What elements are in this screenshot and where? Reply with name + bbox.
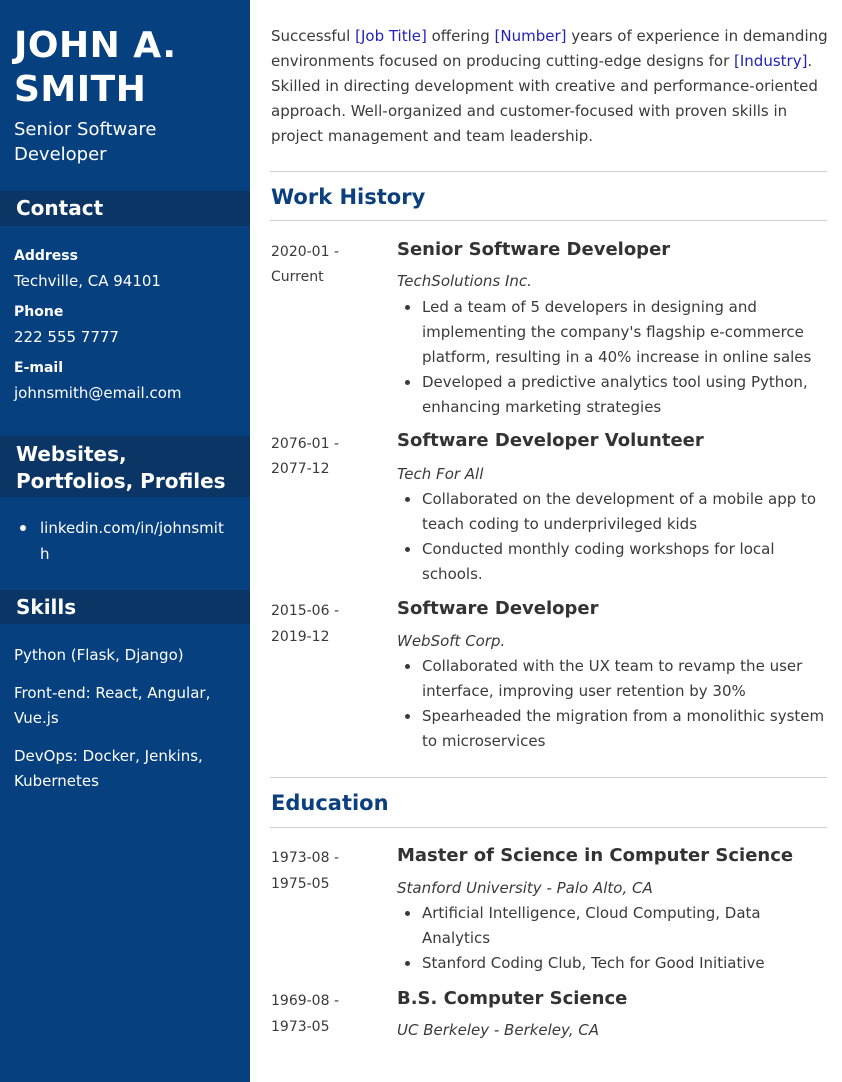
divider [270,827,827,828]
job-title-placeholder: [Job Title] [355,27,427,45]
list-item: Led a team of 5 developers in designing and implementing the company's flagship e-commerce platform, resulting in a 40% increase in online sales [397,295,827,370]
sidebar [0,0,250,1082]
skill-item: DevOps: Docker, Jenkins, Kubernetes [14,747,203,790]
industry-placeholder: [Industry] [734,52,808,70]
skill-item: Python (Flask, Django) [14,646,184,664]
list-item: Collaborated with the UX team to revamp the user interface, improving user retention by 30% [397,654,827,704]
edu-end-date: 1975-05 [271,876,330,892]
list-item: Conducted monthly coding workshops for local schools. [397,537,827,587]
job-start-date: 2076-01 - [271,436,339,452]
education-heading: Education [271,791,389,815]
divider [270,777,827,778]
list-item: Collaborated on the development of a mobile app to teach coding to underprivileged kids [397,487,827,537]
job-company: TechSolutions Inc. [397,272,532,290]
job-title: Software Developer [397,598,599,619]
job-bullets [397,487,827,587]
list-item: Stanford Coding Club, Tech for Good Initiative [397,951,827,976]
professional-summary: Successful [Job Title] offering [Number] years of experience in demanding environments focused on producing cutting-edge designs for [Industry]. Skilled in directing development with creative and performance-oriented approach. Well-organized and customer-focused with proven skills in project management and team leadership. [271,27,828,145]
edu-start-date: 1969-08 - [271,993,339,1009]
school-name: UC Berkeley - Berkeley, CA [397,1021,600,1039]
job-end-date: 2077-12 [271,461,330,477]
website-link[interactable]: linkedin.com/in/johnsmith [40,519,224,563]
phone-value: 222 555 7777 [14,328,119,346]
bullet-icon [20,525,26,531]
contact-heading: Contact [0,191,250,226]
address-label: Address [14,248,78,264]
degree-title: B.S. Computer Science [397,988,628,1009]
job-title: Senior Software Developer [397,239,671,260]
candidate-role: Senior Software Developer [14,119,157,165]
job-bullets [397,295,827,420]
job-start-date: 2015-06 - [271,603,339,619]
email-label: E-mail [14,360,64,376]
edu-end-date: 1973-05 [271,1019,330,1035]
candidate-name: JOHN A. SMITH [14,25,177,110]
work-history-heading: Work History [271,185,426,209]
degree-title: Master of Science in Computer Science [397,845,794,866]
job-title: Software Developer Volunteer [397,430,704,451]
list-item: Developed a predictive analytics tool using Python, enhancing marketing strategies [397,370,827,420]
job-bullets [397,654,827,754]
email-value[interactable]: johnsmith@email.com [14,384,182,402]
list-item: Artificial Intelligence, Cloud Computing, Data Analytics [397,901,827,951]
address-value: Techville, CA 94101 [14,272,161,290]
divider [270,220,827,221]
job-company: Tech For All [397,465,484,483]
job-end-date: Current [271,269,324,285]
skills-heading: Skills [0,590,250,624]
websites-heading: Websites, Portfolios, Profiles [0,436,250,497]
job-company: WebSoft Corp. [397,632,506,650]
number-placeholder: [Number] [494,27,567,45]
list-item: Spearheaded the migration from a monolithic system to microservices [397,704,827,754]
edu-start-date: 1973-08 - [271,850,339,866]
job-start-date: 2020-01 - [271,244,339,260]
job-end-date: 2019-12 [271,629,330,645]
divider [270,171,827,172]
phone-label: Phone [14,304,64,320]
edu-bullets [397,901,827,976]
skill-item: Front-end: React, Angular, Vue.js [14,684,211,727]
school-name: Stanford University - Palo Alto, CA [397,879,653,897]
